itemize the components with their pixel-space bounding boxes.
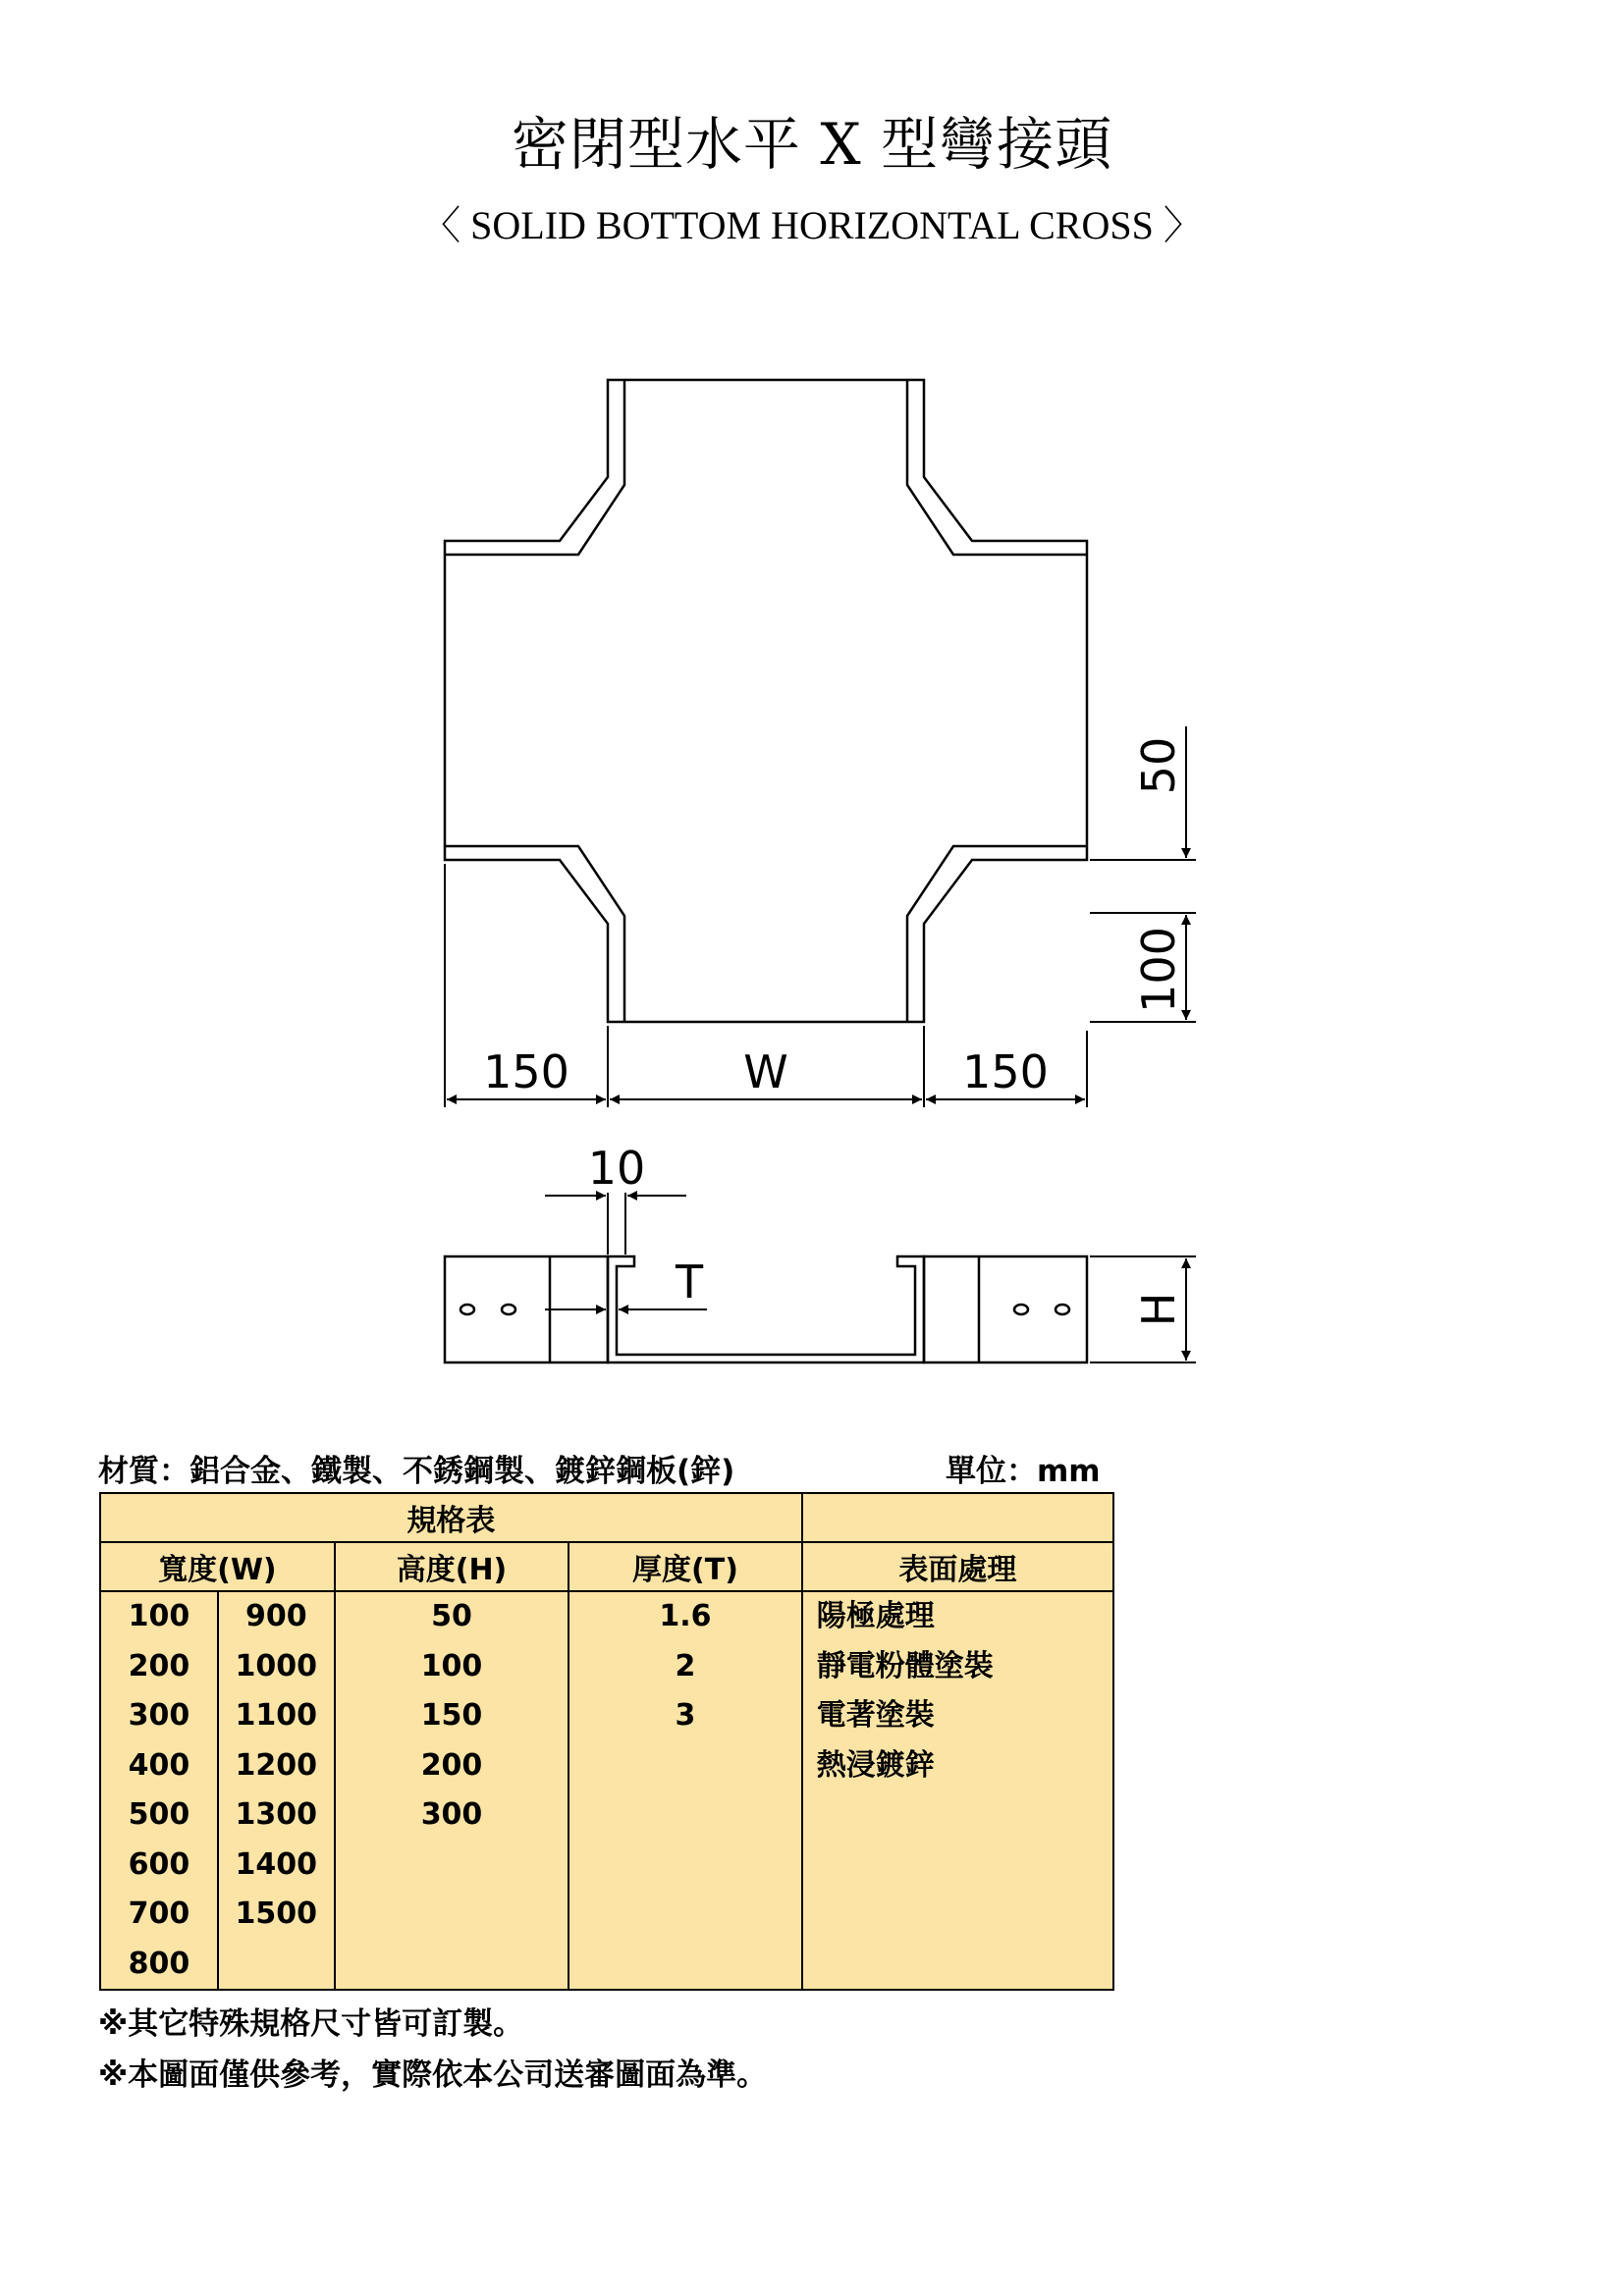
- width-value: 100: [128, 1599, 190, 1633]
- thickness-col: [568, 1591, 801, 1990]
- spec-caption: 規格表: [100, 1493, 802, 1542]
- dim-height-h: H: [1132, 1292, 1185, 1327]
- material-line: 材質：鋁合金、鐵製、不銹鋼製、鍍鋅鋼板(鋅): [98, 1454, 735, 1489]
- spec-table: [99, 1492, 1114, 1991]
- finish-col: [802, 1591, 1113, 1990]
- height-value: 100: [420, 1648, 483, 1683]
- top-arm-right-flange: [907, 380, 1087, 555]
- header-width: 寬度(W): [100, 1542, 335, 1591]
- width-value: 1100: [235, 1698, 318, 1733]
- cross-outline: [445, 380, 1087, 1022]
- width-value: 500: [128, 1797, 190, 1832]
- width-value: 200: [128, 1648, 190, 1683]
- finish-value: 靜電粉體塗裝: [816, 1648, 994, 1683]
- dim-thickness-t: T: [675, 1255, 704, 1308]
- page-subtitle: 〈 SOLID BOTTOM HORIZONTAL CROSS 〉: [421, 203, 1203, 247]
- width-value: 1300: [235, 1797, 318, 1832]
- width-col1: [100, 1591, 218, 1990]
- width-value: 1500: [235, 1896, 318, 1931]
- width-value: 700: [128, 1896, 190, 1931]
- width-value: 800: [128, 1946, 190, 1981]
- top-arm-left-flange: [445, 380, 624, 555]
- header-thickness: 厚度(T): [568, 1542, 801, 1591]
- unit-line: 單位：mm: [946, 1454, 1101, 1489]
- thickness-value: 2: [675, 1648, 696, 1683]
- thickness-value: 1.6: [659, 1599, 712, 1633]
- width-value: 1200: [235, 1747, 318, 1783]
- note-reference-only: ※本圖面僅供參考，實際依本公司送審圖面為準。: [98, 2057, 768, 2093]
- height-col: [335, 1591, 569, 1990]
- header-height: 高度(H): [335, 1542, 569, 1591]
- finish-value: 電著塗裝: [816, 1698, 935, 1733]
- page-title: 密閉型水平 X 型彎接頭: [511, 111, 1113, 178]
- dim-width-w: W: [743, 1045, 788, 1098]
- width-value: 1400: [235, 1846, 318, 1882]
- height-value: 300: [420, 1797, 483, 1832]
- height-value: 150: [420, 1698, 483, 1733]
- width-col2: [218, 1591, 335, 1990]
- bottom-arm-left-flange: [445, 846, 624, 1022]
- dim-left-150: 150: [483, 1045, 569, 1098]
- width-value: 1000: [235, 1648, 318, 1683]
- note-custom-sizes: ※其它特殊規格尺寸皆可訂製。: [98, 2006, 524, 2042]
- finish-value: 陽極處理: [816, 1599, 935, 1633]
- thickness-value: 3: [675, 1698, 696, 1733]
- finish-value: 熱浸鍍鋅: [816, 1747, 935, 1783]
- width-value: 300: [128, 1698, 190, 1733]
- dim-flange-10: 10: [587, 1142, 646, 1195]
- dim-vertical-100: 100: [1132, 927, 1185, 1013]
- dim-vertical-50: 50: [1132, 736, 1185, 795]
- width-value: 400: [128, 1747, 190, 1783]
- dim-right-150: 150: [962, 1045, 1049, 1098]
- height-value: 50: [431, 1599, 472, 1633]
- section-right-end: [924, 1256, 1087, 1362]
- bottom-arm-right-flange: [907, 846, 1087, 1022]
- height-value: 200: [420, 1747, 483, 1783]
- width-value: 600: [128, 1846, 190, 1882]
- width-value: 900: [244, 1599, 307, 1633]
- header-finish: 表面處理: [802, 1542, 1113, 1591]
